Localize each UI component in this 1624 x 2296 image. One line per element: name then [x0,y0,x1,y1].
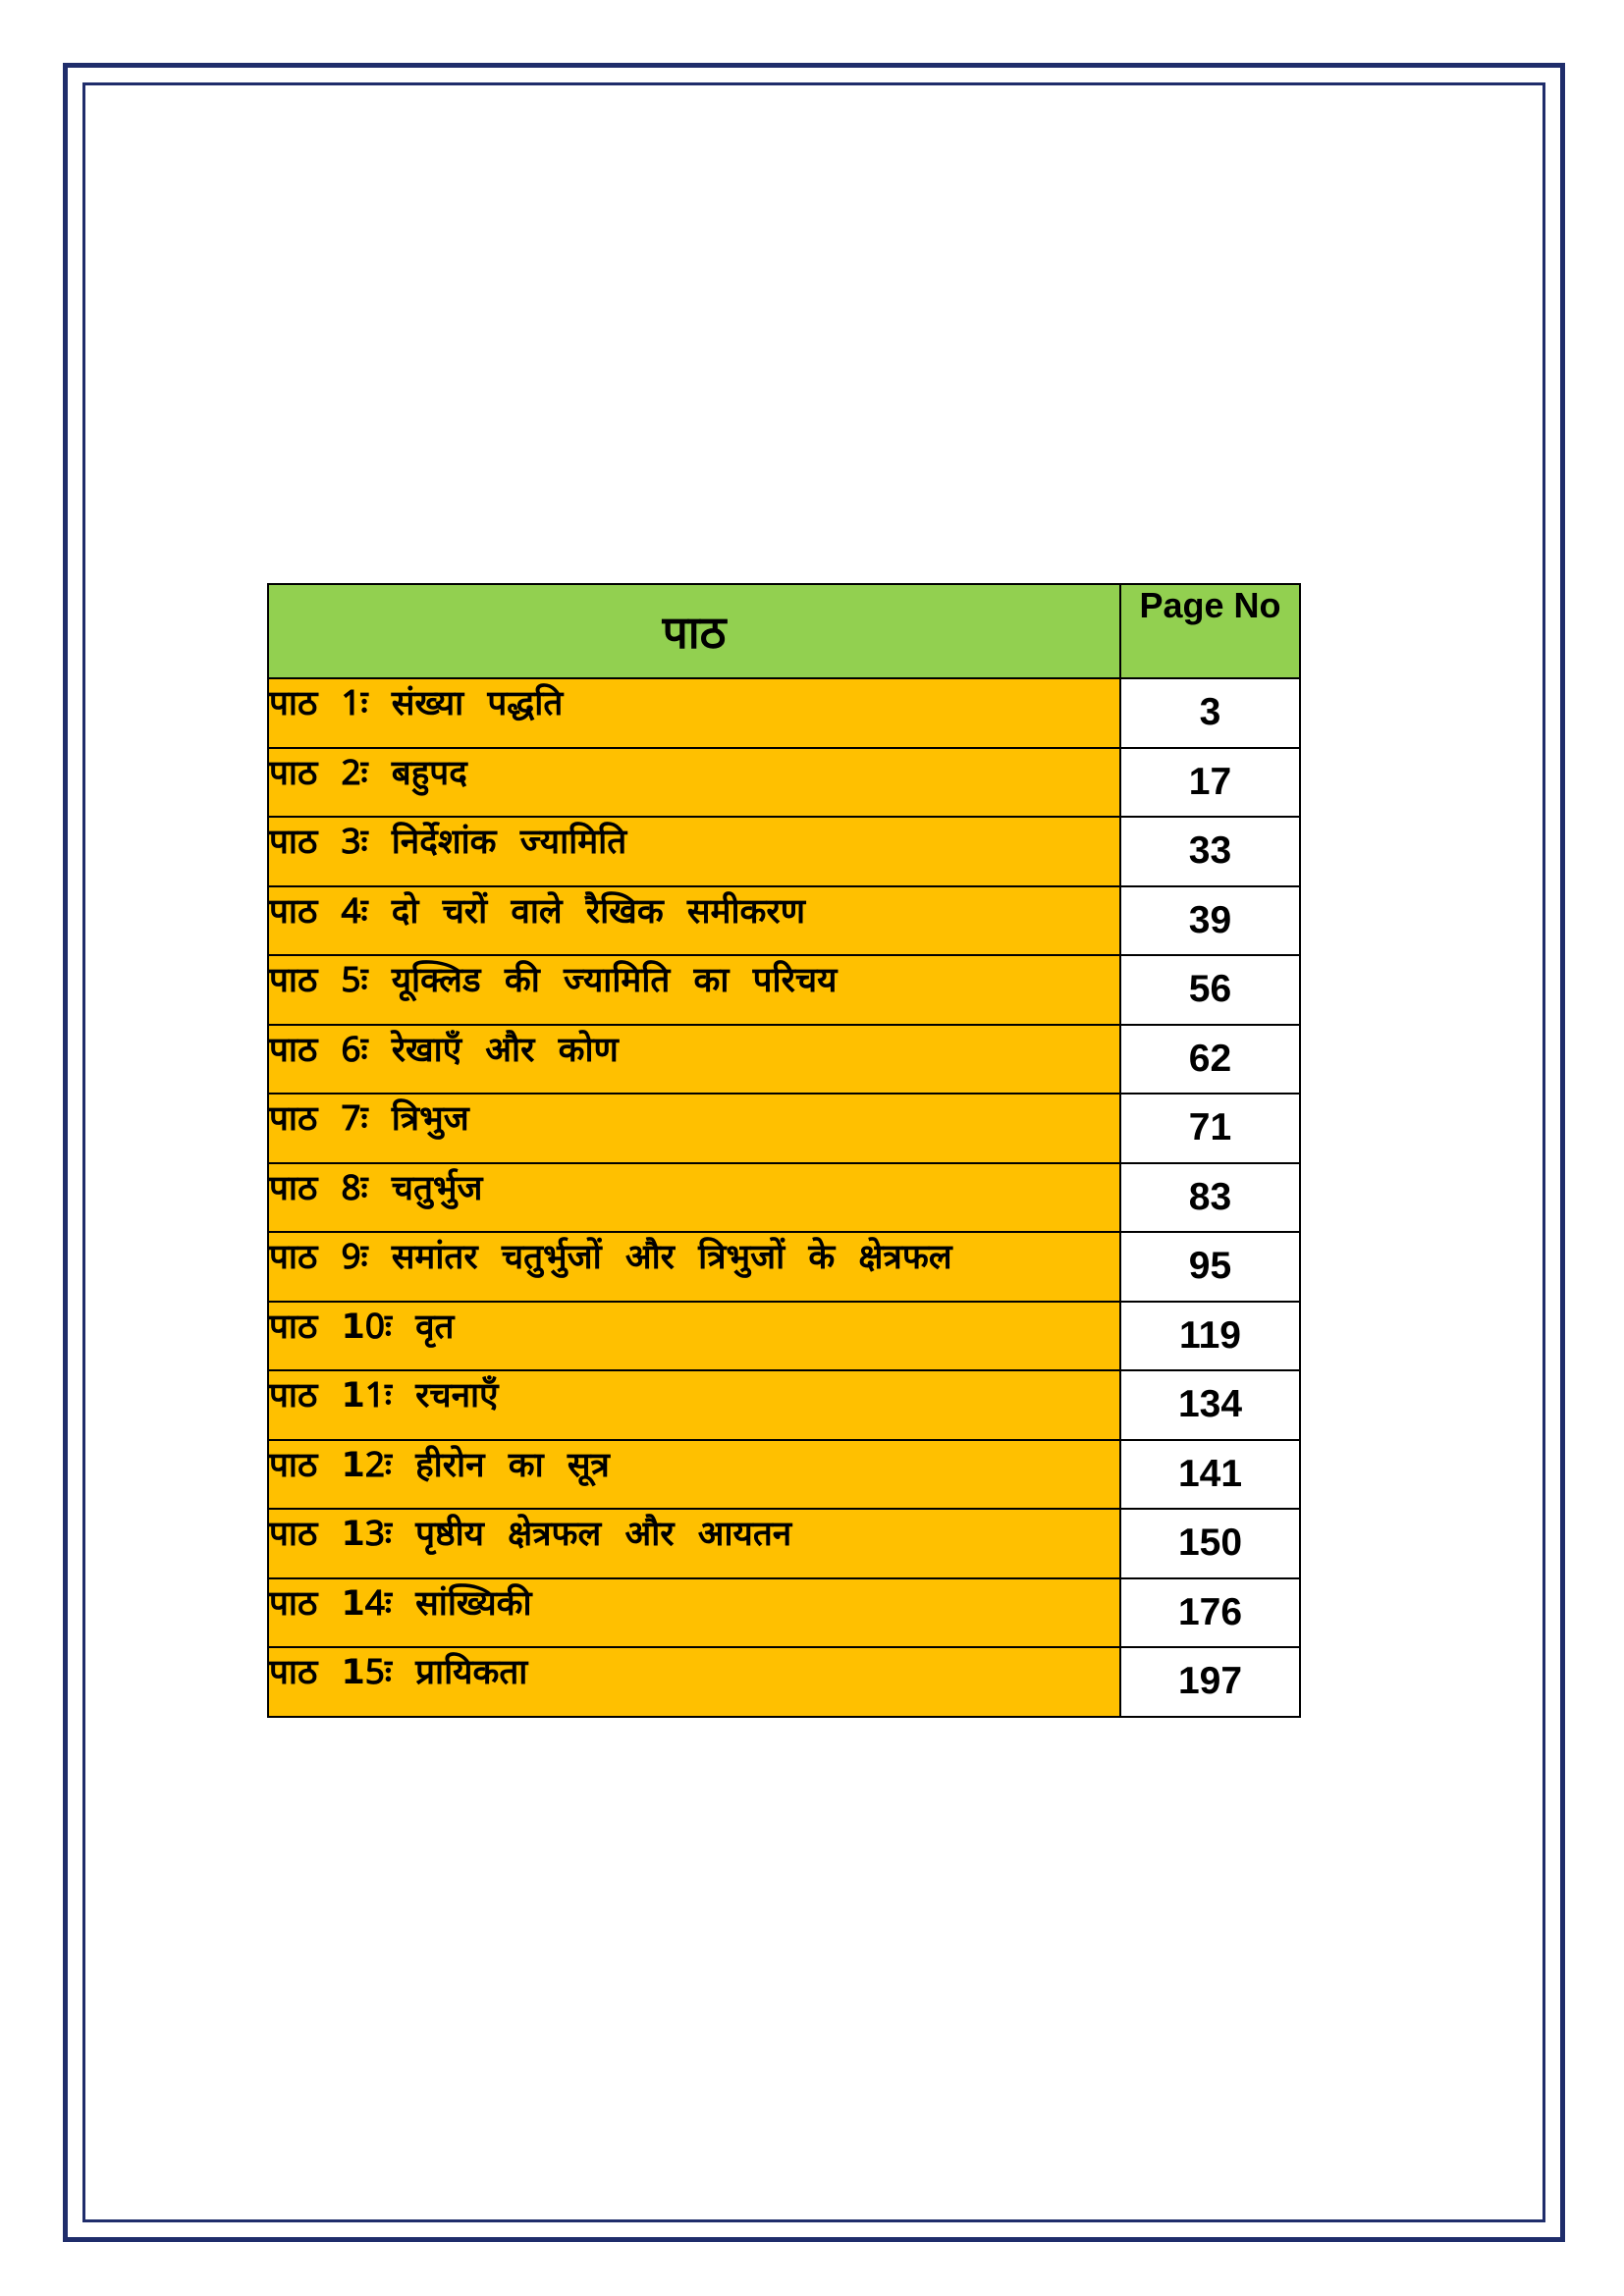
chapter-title: पाठ 5ः यूक्लिड की ज्यामिति का परिचय [268,955,1120,1025]
table-row [268,1163,1300,1233]
chapter-page: 141 [1120,1440,1300,1510]
chapter-title: पाठ 4ः दो चरों वाले रैखिक समीकरण [268,886,1120,956]
table-row [268,1440,1300,1510]
chapter-page: 17 [1120,748,1300,818]
chapter-title: पाठ 14ः सांख्यिकी [268,1578,1120,1648]
table-row [268,1094,1300,1163]
table-row [268,1509,1300,1578]
chapter-title: पाठ 10ः वृत [268,1302,1120,1371]
chapter-title: पाठ 13ः पृष्ठीय क्षेत्रफल और आयतन [268,1509,1120,1578]
table-row [268,678,1300,748]
chapter-page: 134 [1120,1370,1300,1440]
table-row [268,748,1300,818]
chapter-page: 197 [1120,1647,1300,1717]
chapter-page: 176 [1120,1578,1300,1648]
chapter-page: 83 [1120,1163,1300,1233]
table-header-row [268,584,1300,678]
chapter-title: पाठ 7ः त्रिभुज [268,1094,1120,1163]
table-row [268,1578,1300,1648]
chapter-page: 95 [1120,1232,1300,1302]
chapter-page: 119 [1120,1302,1300,1371]
table-row [268,955,1300,1025]
chapter-page: 62 [1120,1025,1300,1095]
table-row [268,1025,1300,1095]
table-of-contents [267,583,1301,1718]
chapter-page: 3 [1120,678,1300,748]
table-row [268,886,1300,956]
table-row [268,1232,1300,1302]
chapter-title: पाठ 6ः रेखाएँ और कोण [268,1025,1120,1095]
chapter-title: पाठ 15ः प्रायिकता [268,1647,1120,1717]
table-row [268,1647,1300,1717]
header-chapter: पाठ [268,584,1120,678]
table-row [268,817,1300,886]
chapter-title: पाठ 11ः रचनाएँ [268,1370,1120,1440]
chapter-title: पाठ 9ः समांतर चतुर्भुजों और त्रिभुजों के क्षेत्रफल [268,1232,1120,1302]
chapter-title: पाठ 1ः संख्या पद्धति [268,678,1120,748]
chapter-page: 33 [1120,817,1300,886]
chapter-page: 56 [1120,955,1300,1025]
chapter-page: 71 [1120,1094,1300,1163]
chapter-title: पाठ 12ः हीरोन का सूत्र [268,1440,1120,1510]
chapter-page: 39 [1120,886,1300,956]
chapter-title: पाठ 2ः बहुपद [268,748,1120,818]
chapter-page: 150 [1120,1509,1300,1578]
chapter-title: पाठ 8ः चतुर्भुज [268,1163,1120,1233]
table-row [268,1370,1300,1440]
table-row [268,1302,1300,1371]
header-page-no: Page No [1120,584,1300,678]
chapter-title: पाठ 3ः निर्देशांक ज्यामिति [268,817,1120,886]
